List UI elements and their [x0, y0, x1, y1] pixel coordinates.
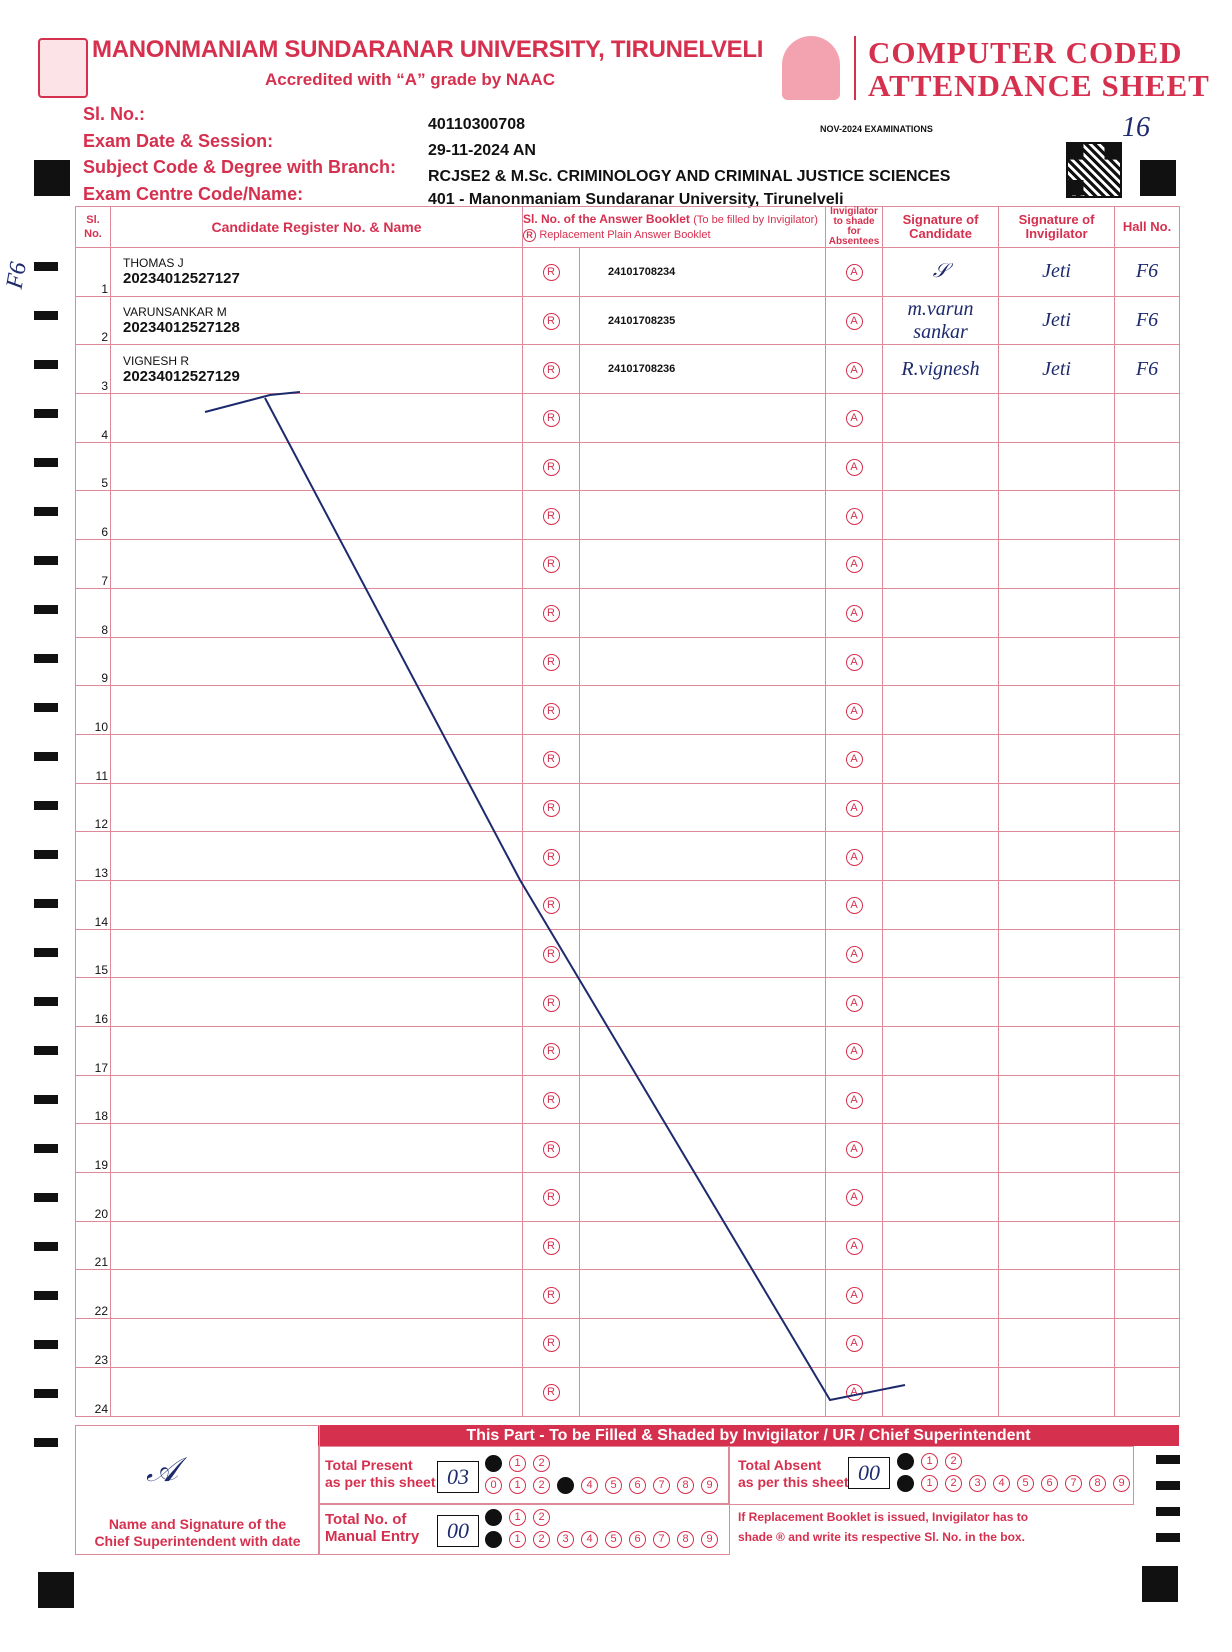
replacement-bubble[interactable]: R [543, 362, 560, 379]
row-sl-no: 10 [76, 686, 111, 735]
replacement-bubble[interactable]: R [543, 605, 560, 622]
digit-bubble[interactable]: 7 [653, 1477, 670, 1494]
replacement-bubble[interactable]: R [543, 1092, 560, 1109]
digit-bubble[interactable]: 6 [1041, 1475, 1058, 1492]
absentee-bubble[interactable]: A [846, 264, 863, 281]
replacement-bubble[interactable]: R [543, 703, 560, 720]
digit-bubble[interactable]: 9 [701, 1531, 718, 1548]
sl-no-value: 40110300708 [428, 116, 525, 133]
digit-bubble[interactable]: 2 [945, 1475, 962, 1492]
replacement-bubble[interactable]: R [543, 1287, 560, 1304]
chief-superintendent-box [75, 1425, 320, 1555]
replacement-bubble[interactable]: R [543, 313, 560, 330]
digit-bubble[interactable]: 1 [921, 1453, 938, 1470]
absentee-bubble[interactable]: A [846, 1384, 863, 1401]
summary-banner: This Part - To be Filled & Shaded by Invigilator / UR / Chief Superintendent [318, 1425, 1179, 1446]
row-sl-no: 23 [76, 1319, 111, 1368]
replacement-bubble[interactable]: R [543, 556, 560, 573]
digit-bubble[interactable]: 4 [581, 1531, 598, 1548]
row-sl-no: 18 [76, 1075, 111, 1124]
digit-bubble[interactable]: 2 [533, 1455, 550, 1472]
absentee-bubble[interactable]: A [846, 654, 863, 671]
row-sl-no: 1 [76, 248, 111, 297]
row-sig-invigilator[interactable]: Jeti [999, 248, 1115, 297]
replacement-bubble[interactable]: R [543, 654, 560, 671]
digit-bubble[interactable]: 3 [557, 1531, 574, 1548]
centre-label: Exam Centre Code/Name: [83, 184, 304, 204]
manual-entry-tens-bubbles [485, 1509, 557, 1526]
row-sl-no: 9 [76, 637, 111, 686]
summary-section [75, 1425, 1179, 1555]
sl-no-label: Sl. No.: [83, 104, 145, 124]
replacement-bubble[interactable]: R [543, 800, 560, 817]
total-absent-unit-bubbles [897, 1475, 1137, 1492]
row-sl-no: 17 [76, 1027, 111, 1076]
replacement-bubble[interactable]: R [543, 508, 560, 525]
absentee-bubble[interactable]: A [846, 1287, 863, 1304]
absentee-bubble[interactable]: A [846, 897, 863, 914]
absentee-bubble[interactable]: A [846, 1092, 863, 1109]
row-sl-no: 2 [76, 296, 111, 345]
replacement-note: If Replacement Booklet is issued, Invigilator has to shade ® and write its respective Sl. No. in the box. [738, 1510, 1029, 1544]
booklet-header: Sl. No. of the Answer Booklet [523, 212, 690, 226]
exam-date-value: 29-11-2024 AN [428, 142, 536, 159]
replacement-bubble[interactable]: R [543, 1189, 560, 1206]
digit-bubble[interactable]: 8 [1089, 1475, 1106, 1492]
manual-entry-value[interactable]: 00 [437, 1515, 479, 1547]
digit-bubble[interactable]: 5 [605, 1531, 622, 1548]
replacement-bubble[interactable]: R [543, 459, 560, 476]
replacement-bubble[interactable]: R [543, 995, 560, 1012]
cs-label: Name and Signature of the Chief Superintendent with date [94, 1516, 301, 1549]
candidate-register-no: 20234012527128 [123, 319, 240, 337]
candidate-name: VIGNESH R [123, 353, 190, 368]
sheet-title: COMPUTER CODED ATTENDANCE SHEET [868, 35, 1210, 103]
total-absent-label: Total Absent as per this sheet [738, 1457, 849, 1490]
row-sig-invigilator[interactable]: Jeti [999, 296, 1115, 345]
digit-bubble[interactable]: 9 [701, 1477, 718, 1494]
digit-bubble[interactable]: 2 [945, 1453, 962, 1470]
digit-bubble[interactable]: 0 [897, 1453, 914, 1470]
row-hall[interactable]: F6 [1115, 345, 1180, 394]
row-booklet[interactable]: 24101708234 [580, 248, 826, 297]
row-sl-no: 12 [76, 783, 111, 832]
chief-superintendent-signature: 𝒜 [146, 1452, 179, 1489]
replacement-bubble[interactable]: R [543, 410, 560, 427]
row-hall[interactable]: F6 [1115, 296, 1180, 345]
manual-entry-label: Total No. of Manual Entry [325, 1511, 420, 1545]
candidate-register-no: 20234012527127 [123, 270, 240, 288]
replacement-bubble[interactable]: R [543, 1238, 560, 1255]
digit-bubble[interactable]: 8 [677, 1531, 694, 1548]
row-sl-no: 5 [76, 442, 111, 491]
digit-bubble[interactable]: 9 [1113, 1475, 1130, 1492]
candidate-name: VARUNSANKAR M [123, 305, 227, 320]
absentee-bubble[interactable]: A [846, 605, 863, 622]
digit-bubble[interactable]: 6 [629, 1531, 646, 1548]
col-absentee: Invigilator to shade for Absentees [826, 207, 883, 248]
digit-bubble[interactable]: 1 [509, 1531, 526, 1548]
row-sig-candidate[interactable]: m.varun sankar [883, 296, 999, 345]
accreditation: Accredited with “A” grade by NAAC [265, 70, 555, 89]
margin-note: F6 [1, 260, 32, 291]
absentee-bubble[interactable]: A [846, 1043, 863, 1060]
digit-bubble[interactable]: 5 [605, 1477, 622, 1494]
col-sig-candidate: Signature of Candidate [883, 207, 999, 248]
col-sl-no: Sl. No. [76, 207, 111, 248]
absentee-bubble[interactable]: A [846, 1238, 863, 1255]
digit-bubble[interactable]: 7 [1065, 1475, 1082, 1492]
row-sl-no: 15 [76, 929, 111, 978]
row-sl-no: 14 [76, 880, 111, 929]
absentee-bubble[interactable]: A [846, 362, 863, 379]
row-sl-no: 20 [76, 1173, 111, 1222]
digit-bubble[interactable]: 1 [509, 1509, 526, 1526]
absentee-bubble[interactable]: A [846, 751, 863, 768]
row-sl-no: 19 [76, 1124, 111, 1173]
col-candidate: Candidate Register No. & Name [111, 207, 523, 248]
digit-bubble[interactable]: 2 [533, 1477, 550, 1494]
digit-bubble[interactable]: 8 [677, 1477, 694, 1494]
row-sl-no: 21 [76, 1221, 111, 1270]
replacement-bubble[interactable]: R [543, 264, 560, 281]
absentee-bubble[interactable]: A [846, 703, 863, 720]
row-sl-no: 7 [76, 540, 111, 589]
candidate-name: THOMAS J [123, 256, 184, 271]
digit-bubble[interactable]: 0 [485, 1531, 502, 1548]
total-present-tens-bubbles [485, 1455, 557, 1472]
row-sl-no: 11 [76, 734, 111, 783]
row-sl-no: 24 [76, 1367, 111, 1416]
digit-bubble[interactable]: 0 [485, 1477, 502, 1494]
absentee-bubble[interactable]: A [846, 508, 863, 525]
absentee-bubble[interactable]: A [846, 995, 863, 1012]
col-sig-invigilator: Signature of Invigilator [999, 207, 1115, 248]
digit-bubble[interactable]: 5 [1017, 1475, 1034, 1492]
digit-bubble[interactable]: 1 [509, 1455, 526, 1472]
total-absent-value[interactable]: 00 [848, 1457, 890, 1489]
col-hall: Hall No. [1115, 207, 1180, 248]
centre-value: 401 - Manonmaniam Sundaranar University, Tirunelveli [428, 191, 844, 208]
subject-value: RCJSE2 & M.Sc. CRIMINOLOGY AND CRIMINAL JUSTICE SCIENCES [428, 168, 951, 185]
digit-bubble[interactable]: 2 [533, 1531, 550, 1548]
total-present-value[interactable]: 03 [437, 1461, 479, 1493]
absentee-bubble[interactable]: A [846, 849, 863, 866]
absentee-bubble[interactable]: A [846, 313, 863, 330]
row-sig-candidate[interactable]: R.vignesh [883, 345, 999, 394]
timing-mark [1156, 1533, 1180, 1542]
digit-bubble[interactable]: 0 [897, 1475, 914, 1492]
row-booklet[interactable]: 24101708235 [580, 296, 826, 345]
replacement-bubble[interactable]: R [543, 1043, 560, 1060]
digit-bubble[interactable]: 4 [581, 1477, 598, 1494]
row-booklet[interactable]: 24101708236 [580, 345, 826, 394]
handwritten-sheet-number: 16 [1122, 112, 1150, 143]
row-sl-no: 3 [76, 345, 111, 394]
replacement-bubble[interactable]: R [543, 1141, 560, 1158]
absentee-bubble[interactable]: A [846, 1141, 863, 1158]
booklet-note: (To be filled by Invigilator) [693, 214, 818, 226]
replacement-bubble[interactable]: R [543, 751, 560, 768]
absentee-bubble[interactable]: A [846, 1335, 863, 1352]
exam-session-label: NOV-2024 EXAMINATIONS [820, 124, 933, 134]
candidate-register-no: 20234012527129 [123, 367, 240, 385]
replacement-bubble[interactable]: R [543, 1384, 560, 1401]
digit-bubble[interactable]: 3 [969, 1475, 986, 1492]
digit-bubble[interactable]: 1 [921, 1475, 938, 1492]
absentee-bubble[interactable]: A [846, 410, 863, 427]
digit-bubble[interactable]: 4 [993, 1475, 1010, 1492]
university-name: MANONMANIAM SUNDARANAR UNIVERSITY, TIRUNELVELI [92, 36, 764, 63]
total-present-unit-bubbles [485, 1477, 725, 1494]
row-sl-no: 4 [76, 394, 111, 443]
row-sig-invigilator[interactable]: Jeti [999, 345, 1115, 394]
row-sl-no: 13 [76, 832, 111, 881]
digit-bubble[interactable]: 3 [557, 1477, 574, 1494]
row-sl-no: 6 [76, 491, 111, 540]
total-absent-tens-bubbles [897, 1453, 969, 1470]
timing-mark [1156, 1507, 1180, 1516]
absentee-bubble[interactable]: A [846, 556, 863, 573]
row-sig-candidate[interactable]: 𝒮 [883, 248, 999, 297]
absentee-bubble[interactable]: A [846, 459, 863, 476]
row-sl-no: 22 [76, 1270, 111, 1319]
absentee-bubble[interactable]: A [846, 800, 863, 817]
digit-bubble[interactable]: 0 [485, 1509, 502, 1526]
manual-entry-unit-bubbles [485, 1531, 725, 1548]
absentee-bubble[interactable]: A [846, 946, 863, 963]
replacement-bubble[interactable]: R [543, 849, 560, 866]
digit-bubble[interactable]: 6 [629, 1477, 646, 1494]
digit-bubble[interactable]: 0 [485, 1455, 502, 1472]
timing-mark [1156, 1455, 1180, 1464]
replacement-circle: R [523, 229, 536, 242]
booklet-replacement: Replacement Plain Answer Booklet [539, 229, 711, 241]
replacement-bubble[interactable]: R [543, 897, 560, 914]
digit-bubble[interactable]: 2 [533, 1509, 550, 1526]
timing-mark [1156, 1481, 1180, 1490]
exam-date-label: Exam Date & Session: [83, 131, 274, 151]
row-hall[interactable]: F6 [1115, 248, 1180, 297]
digit-bubble[interactable]: 1 [509, 1477, 526, 1494]
subject-label: Subject Code & Degree with Branch: [83, 157, 397, 177]
replacement-bubble[interactable]: R [543, 1335, 560, 1352]
total-present-label: Total Present as per this sheet [325, 1457, 436, 1490]
absentee-bubble[interactable]: A [846, 1189, 863, 1206]
row-sl-no: 8 [76, 588, 111, 637]
row-sl-no: 16 [76, 978, 111, 1027]
replacement-bubble[interactable]: R [543, 946, 560, 963]
digit-bubble[interactable]: 7 [653, 1531, 670, 1548]
